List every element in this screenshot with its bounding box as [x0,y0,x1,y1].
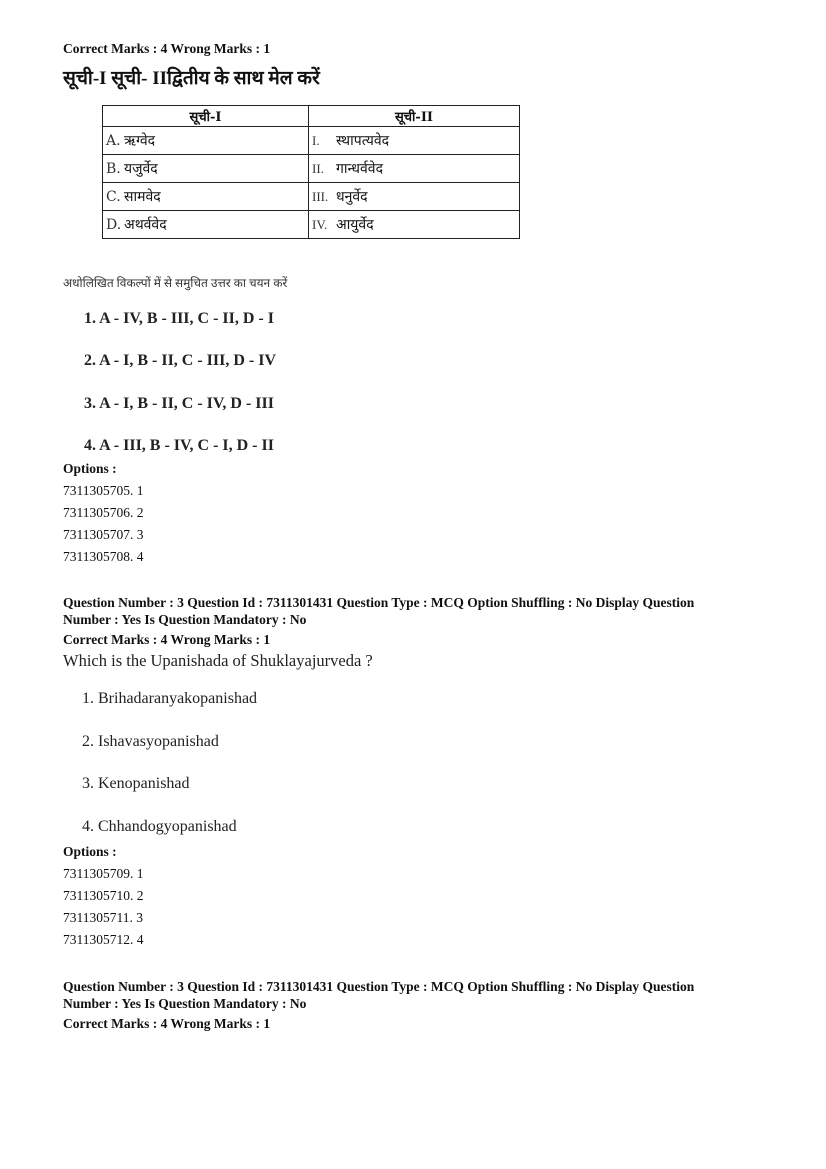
option-id: 7311305708. 4 [63,549,144,564]
left-cell [103,127,309,155]
row-label: I. [312,133,320,148]
choice-1: 1. Brihadaranyakopanishad [82,690,258,707]
question-meta-line2: Number : Yes Is Question Mandatory : No [63,612,307,627]
table-row [103,155,520,183]
right-cell [309,183,520,211]
row-label: D. [106,217,122,233]
question-title: सूची-I सूची- IIद्वितीय के साथ मेल करें [63,68,320,89]
row-label: III. [312,189,329,204]
row-label: A. [106,133,121,149]
right-cell [309,211,520,239]
row-label: II. [312,161,324,176]
marks-line: Correct Marks : 4 Wrong Marks : 1 [63,1016,271,1031]
left-cell [103,211,309,239]
row-text: गान्धर्ववेद [336,161,383,177]
option-id: 7311305712. 4 [63,932,144,947]
header-list-2: सूची-II [309,106,520,127]
left-cell [103,155,309,183]
option-id: 7311305706. 2 [63,505,144,520]
marks-line: Correct Marks : 4 Wrong Marks : 1 [63,41,271,56]
choice-3: 3. A - I, B - II, C - IV, D - III [84,395,274,412]
row-text: सामवेद [124,189,161,205]
question-meta-line1: Question Number : 3 Question Id : 7311301431 Question Type : MCQ Option Shuffling : No Display Question [63,979,695,994]
table-row [103,183,520,211]
question-text: Which is the Upanishada of Shuklayajurveda ? [63,651,373,670]
row-text: ऋग्वेद [124,133,156,149]
option-id: 7311305711. 3 [63,910,143,925]
table-header-row [103,106,520,127]
question-meta-line1: Question Number : 3 Question Id : 7311301431 Question Type : MCQ Option Shuffling : No Display Question [63,595,695,610]
choice-1: 1. A - IV, B - III, C - II, D - I [84,310,274,327]
row-text: अथर्ववेद [124,217,167,233]
choice-2: 2. Ishavasyopanishad [82,733,219,750]
row-label: B. [106,161,121,177]
choice-4: 4. Chhandogyopanishad [82,818,237,835]
option-id: 7311305710. 2 [63,888,144,903]
row-text: यजुर्वेद [124,161,158,177]
options-label: Options : [63,461,117,476]
choice-3: 3. Kenopanishad [82,775,190,792]
option-id: 7311305705. 1 [63,483,144,498]
right-cell [309,127,520,155]
marks-line: Correct Marks : 4 Wrong Marks : 1 [63,632,271,647]
option-id: 7311305709. 1 [63,866,144,881]
table-row [103,211,520,239]
choice-4: 4. A - III, B - IV, C - I, D - II [84,437,274,454]
left-cell [103,183,309,211]
header-list-1: सूची-I [103,106,309,127]
table-row [103,127,520,155]
matching-table [102,105,520,239]
row-text: धनुर्वेद [336,189,368,205]
row-label: IV. [312,217,328,232]
option-id: 7311305707. 3 [63,527,144,542]
row-label: C. [106,189,121,205]
instruction-text: अधोलिखित विकल्पों में से समुचित उत्तर का चयन करें [63,276,288,290]
choice-2: 2. A - I, B - II, C - III, D - IV [84,352,277,369]
row-text: आयुर्वेद [336,217,374,233]
row-text: स्थापत्यवेद [336,133,390,149]
options-label: Options : [63,844,117,859]
right-cell [309,155,520,183]
question-meta-line2: Number : Yes Is Question Mandatory : No [63,996,307,1011]
